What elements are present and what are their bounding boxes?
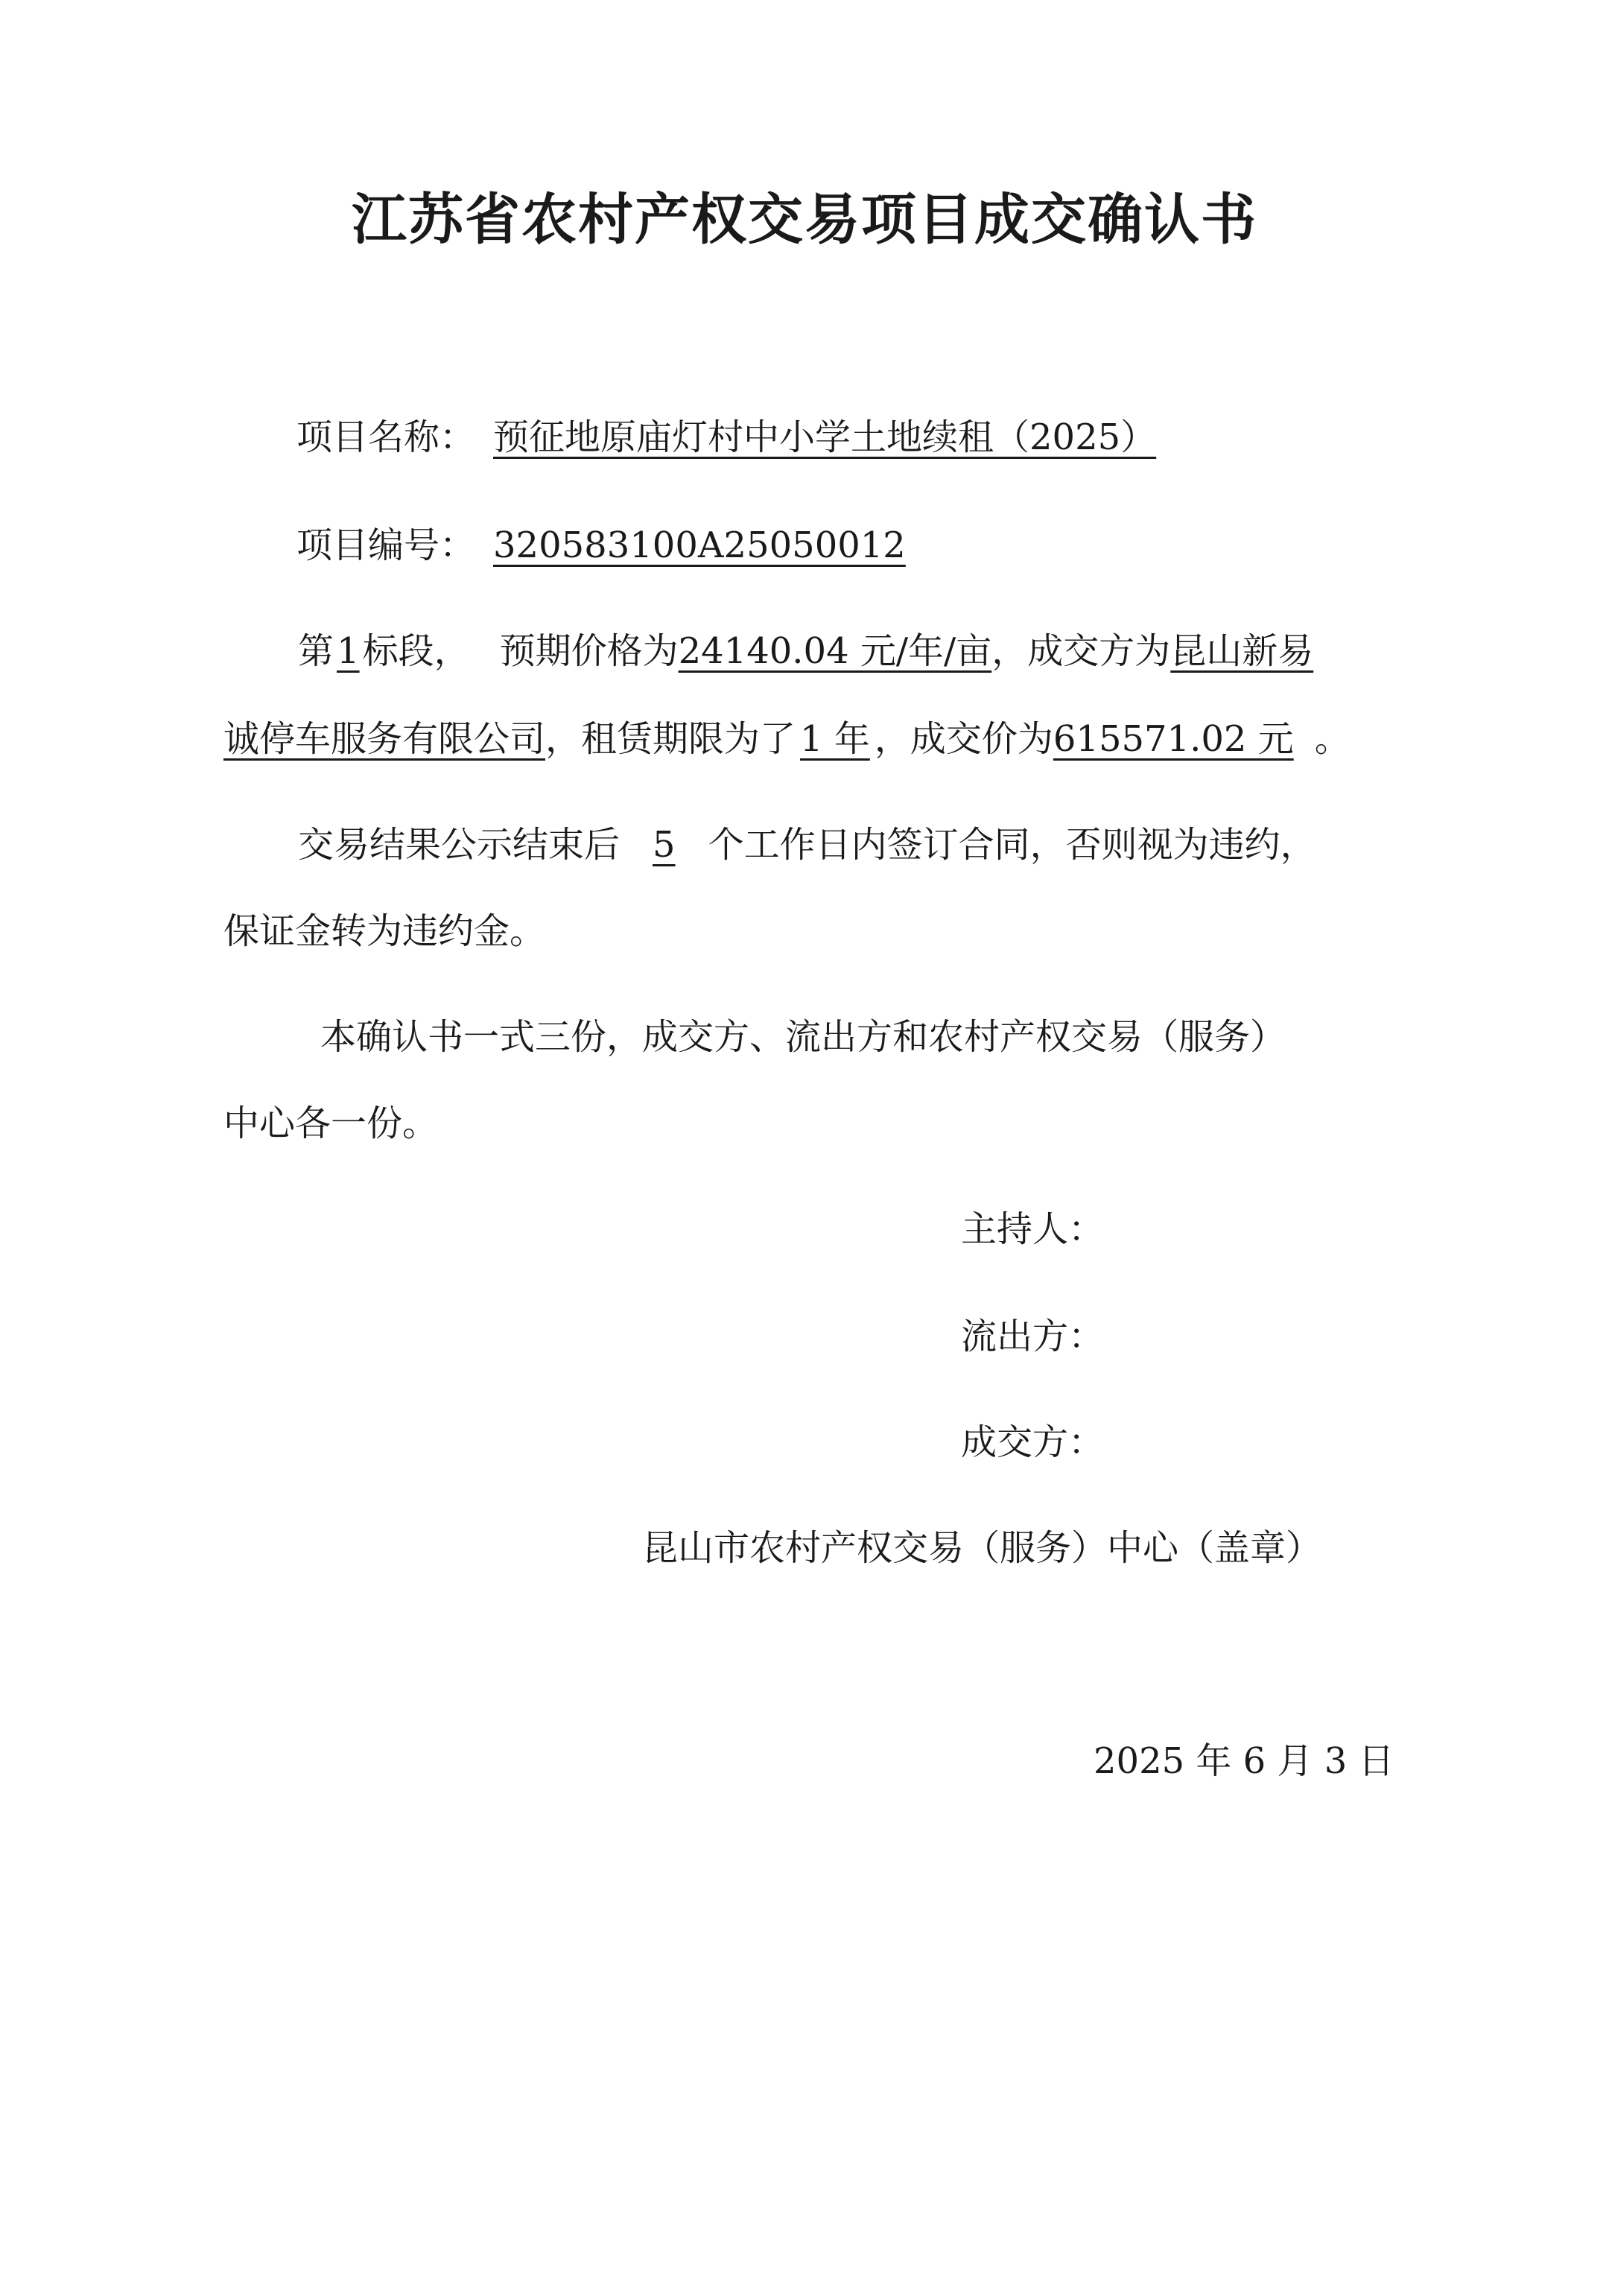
buyer-name-part2: 诚停车服务有限公司 <box>223 718 546 760</box>
deal-price-value: 615571.02 元 <box>1053 718 1294 760</box>
contract-text-3: 保证金转为违约金。 <box>223 910 546 952</box>
project-number-value: 320583100A25050012 <box>493 524 906 566</box>
sentence-end: 。 <box>1314 718 1351 760</box>
contract-line-1 <box>298 821 1316 869</box>
lease-term-value: 1 年 <box>800 718 870 760</box>
buyer-signature-label: 成交方： <box>961 1421 1105 1463</box>
contract-text-1: 交易结果公示结束后 <box>298 824 621 866</box>
copies-line-1 <box>320 1013 1286 1061</box>
lot-suffix: 标段， <box>362 630 470 672</box>
project-name-value: 预征地原庙灯村中小学土地续租（2025） <box>493 416 1157 458</box>
project-number-line <box>296 521 924 569</box>
copies-text-1: 本确认书一式三份，成交方、流出方和农村产权交易（服务） <box>320 1016 1286 1058</box>
expected-price-label: 预期价格为 <box>499 630 679 672</box>
lot-line-2 <box>223 715 1351 763</box>
document-date: 2025 年 6 月 3 日 <box>1094 1740 1394 1782</box>
copies-line-2 <box>223 1100 438 1147</box>
lot-number: 1 <box>337 630 360 672</box>
contract-days: 5 <box>653 824 676 866</box>
transferor-signature-label: 流出方： <box>961 1316 1105 1357</box>
copies-text-2: 中心各一份。 <box>223 1103 439 1144</box>
lot-prefix: 第 <box>298 630 334 672</box>
buyer-name-part1: 昆山新易 <box>1170 630 1314 672</box>
project-name-label: 项目名称： <box>296 416 476 458</box>
expected-price-value: 24140.04 元/年/亩 <box>678 630 992 672</box>
contract-text-2: 个工作日内签订合同，否则视为违约， <box>708 824 1316 866</box>
project-number-label: 项目编号： <box>296 524 476 566</box>
host-signature-label: 主持人： <box>961 1208 1105 1250</box>
term-label: ，租赁期限为了 <box>545 718 796 760</box>
buyer-label: ，成交方为 <box>991 630 1171 672</box>
document-title: 江苏省农村产权交易项目成交确认书 <box>352 188 1257 252</box>
project-name-line <box>296 413 1186 461</box>
lot-line-1 <box>298 627 1313 675</box>
contract-line-2 <box>223 907 545 955</box>
deal-price-label: ，成交价为 <box>874 718 1053 760</box>
issuer-name: 昆山市农村产权交易（服务）中心（盖章） <box>642 1527 1322 1569</box>
